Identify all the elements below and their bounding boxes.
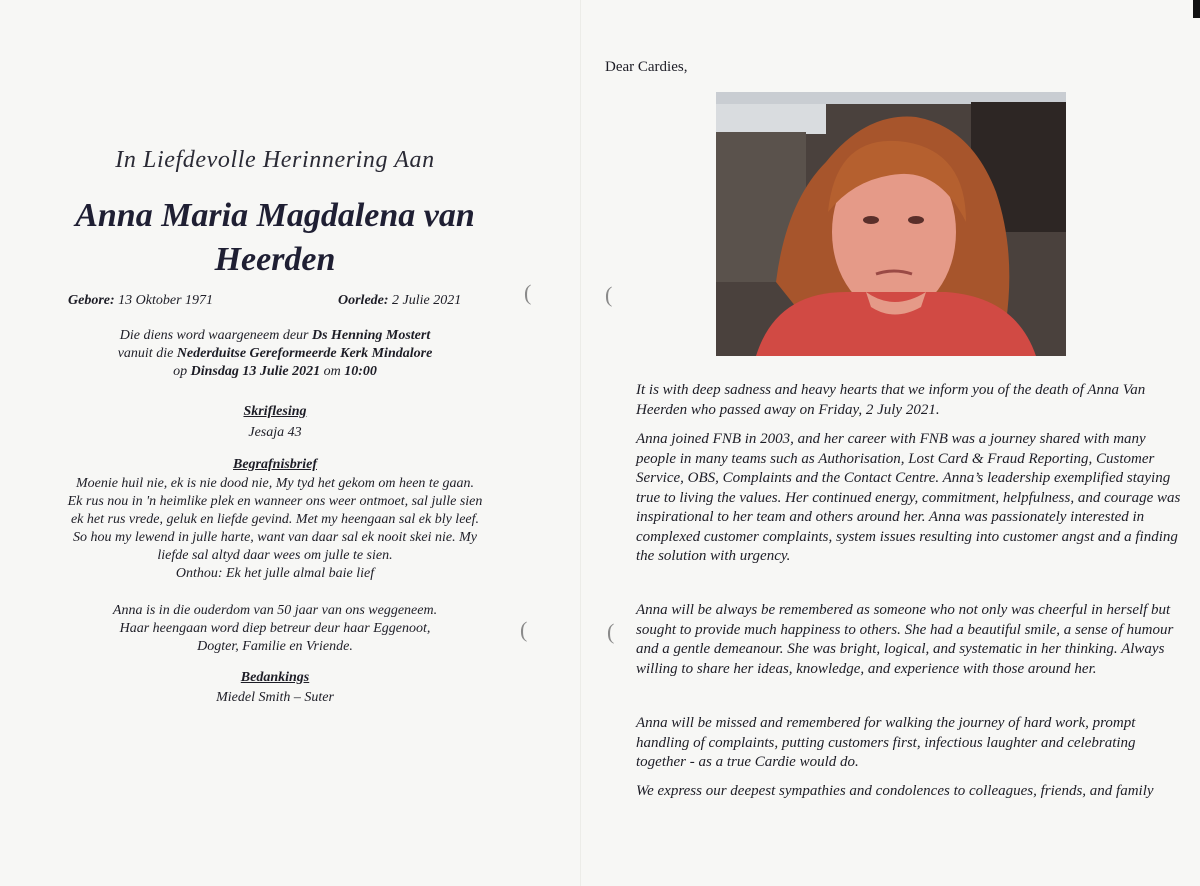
service-text: vanuit die <box>117 346 177 361</box>
letter-paragraph: Anna joined FNB in 2003, and her career with FNB was a journey shared with many people in many teams such as Authorisation, Lost Card & Fraud Reporting, Customer Service, OBS, Complaints and the Contact Centre. Anna’s leadership exemplified staying true to living the values. Her continued energy, commitment, helpfulness, and courage was inspirational to her team and others around her. Anna was passionately interested in complexed customer complaints, system issues resulting into customer angst and a finding the solution with urgency. <box>636 431 1181 564</box>
service-text: Die diens word waargeneem deur <box>119 328 312 343</box>
death-notice <box>30 602 520 656</box>
letter-line: liefde sal altyd daar wees om julle te sien. <box>157 548 393 563</box>
punch-hole-mark: ( <box>520 617 528 642</box>
memorial-heading: In Liefdevolle Herinnering Aan <box>115 147 435 173</box>
letter-paragraph: It is with deep sadness and heavy hearts that we inform you of the death of Anna Van Heerden who passed away on Friday, 2 July 2021. <box>636 382 1146 418</box>
service-line-1 <box>40 327 510 345</box>
letter-line: Ek rus nou in 'n heimlike plek en wanneer ons weer ontmoet, sal julle sien <box>67 494 483 509</box>
service-details <box>40 327 510 381</box>
notice-line: Anna is in die ouderdom van 50 jaar van ons weggeneem. <box>112 603 438 618</box>
page-fold <box>580 0 581 886</box>
portrait-photo <box>716 92 1066 356</box>
funeral-letter <box>30 475 520 583</box>
left-page <box>0 0 580 886</box>
death-date <box>338 293 461 309</box>
letter-paragraph: Anna will be always be remembered as someone who not only was cheerful in herself but sought to provide much happiness to others. She had a beautiful smile, a sense of humour and a gentle demeanour. She was bright, logical, and systematic in her thinking. Always willing to share her ideas, knowledge, and experience with those around her. <box>636 602 1174 677</box>
letter-greeting: Dear Cardies, <box>605 59 688 75</box>
birth-date-value: 13 Oktober 1971 <box>118 293 214 308</box>
service-time: 10:00 <box>344 364 377 379</box>
death-label: Oorlede: <box>338 293 389 308</box>
birth-label: Gebore: <box>68 293 115 308</box>
punch-hole-mark: ( <box>524 280 532 305</box>
reading-text: Jesaja 43 <box>248 425 302 440</box>
minister-name: Ds Henning Mostert <box>311 328 431 343</box>
punch-hole-mark: ( <box>607 619 615 644</box>
service-date: Dinsdag 13 Julie 2021 <box>190 364 321 379</box>
deceased-name <box>20 194 530 282</box>
church-name: Nederduitse Gereformeerde Kerk Mindalore <box>176 346 433 361</box>
thanks-text: Miedel Smith – Suter <box>216 690 334 705</box>
reading-title: Skriflesing <box>243 404 307 419</box>
notice-line: Haar heengaan word diep betreur deur haar Eggenoot, <box>119 621 431 636</box>
letter-paragraph: We express our deepest sympathies and condolences to colleagues, friends, and family <box>636 783 1154 799</box>
notice-line: Dogter, Familie en Vriende. <box>197 639 353 654</box>
thanks-title: Bedankings <box>240 670 310 685</box>
punch-hole-mark: ( <box>605 282 613 307</box>
birth-date <box>68 293 213 309</box>
portrait-image <box>716 92 1066 356</box>
letter-line: So hou my lewend in julle harte, want van daar sal ek nooit skei nie. My <box>73 530 477 545</box>
letter-line: ek het rus vrede, geluk en liefde gevind. Met my heengaan sal ek bly leef. <box>70 512 480 527</box>
name-line-1: Anna Maria Magdalena van <box>75 197 475 234</box>
letter-paragraph: Anna will be missed and remembered for walking the journey of hard work, prompt handling of complaints, putting customers first, infectious laughter and celebrating together - as a true Cardie would do. <box>636 715 1136 770</box>
letter-line: Onthou: Ek het julle almal baie lief <box>175 566 375 581</box>
death-date-value: 2 Julie 2021 <box>392 293 462 308</box>
letter-title: Begrafnisbrief <box>233 457 317 472</box>
letter-line: Moenie huil nie, ek is nie dood nie, My tyd het gekom om heen te gaan. <box>75 476 475 491</box>
service-text: op <box>173 364 191 379</box>
service-line-3 <box>40 363 510 381</box>
service-text: om <box>320 364 345 379</box>
name-line-2: Heerden <box>214 241 336 278</box>
service-line-2 <box>40 345 510 363</box>
scan-corner-mark <box>1193 0 1200 18</box>
